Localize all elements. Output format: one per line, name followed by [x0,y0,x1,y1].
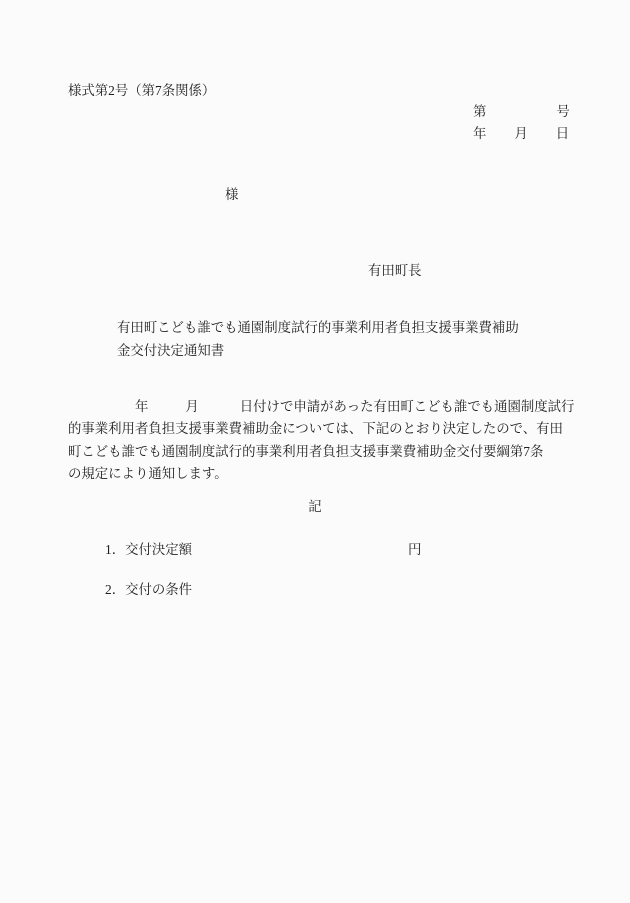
date-year-label: 年 [473,126,487,141]
body-paragraph-line-2: 的事業利用者負担支援事業費補助金については、下記のとおり決定したので、有田 [68,421,563,436]
body-paragraph-line-4: の規定により通知します。 [68,466,228,481]
sender-name: 有田町長 [368,263,422,278]
item-2-label: 2．交付の条件 [105,582,193,597]
body-date-month-label: 月 [185,399,199,414]
body-line-1-text: 日付けで申請があった有田町こども誰でも通園制度試行 [239,399,575,414]
document-number-prefix: 第 [473,104,487,119]
record-heading: 記 [308,499,322,514]
date-line [473,127,569,140]
body-paragraph-line-3: 町こども誰でも通園制度試行的事業利用者負担支援事業費補助金交付要綱第7条 [68,444,544,459]
item-1-label: 1．交付決定額 [105,542,193,557]
document-number-line [473,105,570,118]
date-day-label: 日 [555,126,570,141]
body-date-year-label: 年 [135,399,149,414]
addressee-honorific: 様 [225,187,239,202]
document-title-line-2: 金交付決定通知書 [117,343,225,358]
body-paragraph-line-1 [68,400,574,413]
document-title-line-1: 有田町こども誰でも通園制度試行的事業利用者負担支援事業費補助 [117,320,519,335]
document-number-suffix: 号 [556,104,570,119]
date-month-label: 月 [514,126,528,141]
form-number-label: 様式第2号（第7条関係） [68,83,216,98]
item-1-unit-label: 円 [408,542,422,557]
